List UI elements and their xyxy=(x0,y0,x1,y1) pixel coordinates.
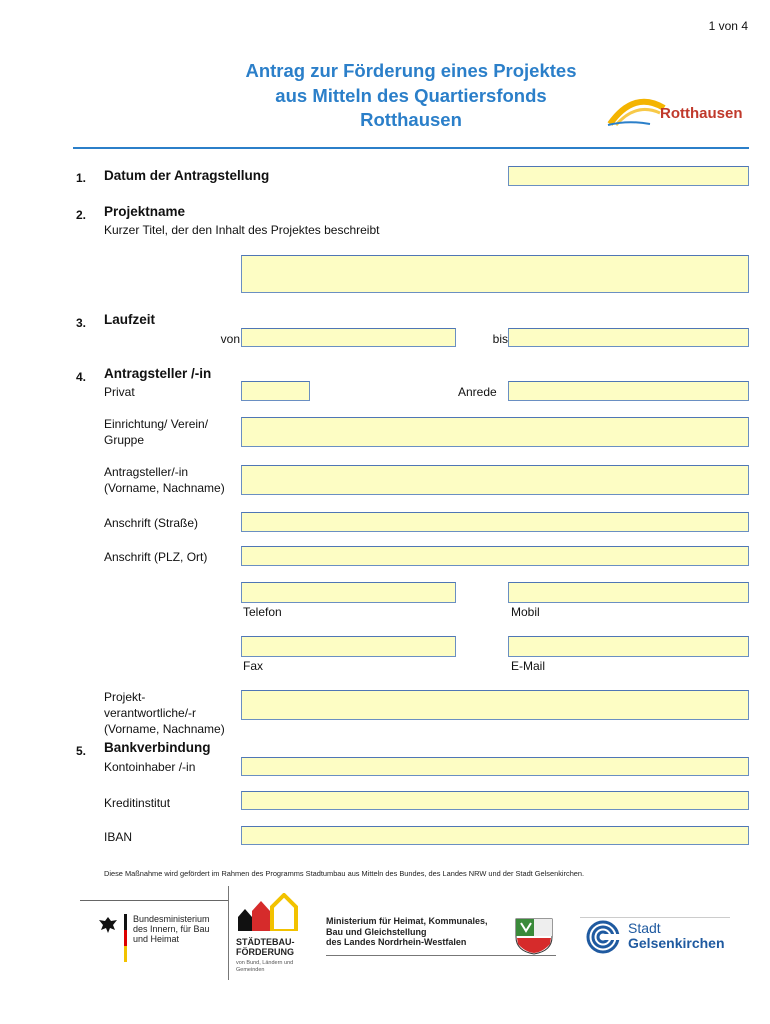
svg-text:Rotthausen: Rotthausen xyxy=(660,105,743,122)
logo-divider xyxy=(228,886,229,980)
section-heading-datum: Datum der Antragstellung xyxy=(104,168,270,183)
gelsenkirchen-rule xyxy=(580,917,730,918)
fax-label: Fax xyxy=(243,659,264,673)
section-number: 1. xyxy=(76,171,87,185)
projektname-subtitle: Kurzer Titel, der den Inhalt des Projektes beschreibt xyxy=(104,223,380,237)
flag-bar xyxy=(124,914,127,962)
section-number: 3. xyxy=(76,316,87,330)
anrede-label: Anrede xyxy=(458,385,497,399)
privat-label: Privat xyxy=(104,385,135,399)
section-number: 2. xyxy=(76,208,87,222)
einrichtung-label: Einrichtung/ Verein/ Gruppe xyxy=(104,417,209,447)
section-heading-laufzeit: Laufzeit xyxy=(104,312,156,327)
iban-label: IBAN xyxy=(104,830,133,844)
header-divider xyxy=(73,147,749,149)
section-heading-projektname: Projektname xyxy=(104,204,186,219)
page-number: 1 von 4 xyxy=(708,19,748,33)
kreditinstitut-label: Kreditinstitut xyxy=(104,796,171,810)
houses-icon xyxy=(236,893,302,936)
strasse-label: Anschrift (Straße) xyxy=(104,516,199,530)
plz-label: Anschrift (PLZ, Ort) xyxy=(104,550,208,564)
staedtebau-logo-text: STÄDTEBAU- FÖRDERUNG xyxy=(236,937,295,957)
staedtebau-logo-subtext: von Bund, Ländern und Gemeinden xyxy=(236,960,294,973)
antragsteller-field[interactable] xyxy=(241,465,749,495)
projektverantwortlich-label: Projekt- verantwortliche/-r (Vorname, Nachname) xyxy=(104,690,225,736)
anrede-field[interactable] xyxy=(508,381,749,401)
nrw-crest-icon xyxy=(513,917,555,960)
email-label: E-Mail xyxy=(511,659,546,673)
section-number: 5. xyxy=(76,744,87,758)
mobil-field[interactable] xyxy=(508,582,749,603)
iban-field[interactable] xyxy=(241,826,749,845)
kreditinstitut-field[interactable] xyxy=(241,791,749,810)
funding-note: Diese Maßnahme wird gefördert im Rahmen des Programms Stadtumbau aus Mitteln des Bundes, des Landes NRW und der Stadt Gelsenkirchen. xyxy=(104,869,585,878)
bis-label: bis xyxy=(492,332,508,346)
mhkbg-logo-text: Ministerium für Heimat, Kommunales, Bau und Gleichstellung des Landes Nordrhein-Westfalen xyxy=(326,916,488,947)
gelsenkirchen-emblem-icon xyxy=(584,920,622,959)
mobil-label: Mobil xyxy=(511,605,540,619)
bis-field[interactable] xyxy=(508,328,749,347)
telefon-label: Telefon xyxy=(243,605,282,619)
datum-field[interactable] xyxy=(508,166,749,186)
section-heading-antragsteller: Antragsteller /-in xyxy=(104,366,212,381)
eagle-icon xyxy=(98,916,118,939)
bmi-rule xyxy=(80,900,228,901)
page-title: Antrag zur Förderung eines Projektes aus Mitteln des Quartiersfonds Rotthausen xyxy=(245,60,577,130)
rotthausen-logo xyxy=(606,94,752,130)
bmi-logo-text: Bundesministerium des Innern, für Bau und Heimat xyxy=(133,914,210,944)
fax-field[interactable] xyxy=(241,636,456,657)
section-heading-bankverbindung: Bankverbindung xyxy=(104,740,211,755)
antragsteller-label: Antragsteller/-in (Vorname, Nachname) xyxy=(104,465,225,495)
email-field[interactable] xyxy=(508,636,749,657)
einrichtung-field[interactable] xyxy=(241,417,749,447)
telefon-field[interactable] xyxy=(241,582,456,603)
privat-field[interactable] xyxy=(241,381,310,401)
section-number: 4. xyxy=(76,370,87,384)
von-label: von xyxy=(220,332,240,346)
kontoinhaber-field[interactable] xyxy=(241,757,749,776)
kontoinhaber-label: Kontoinhaber /-in xyxy=(104,760,196,774)
projektverantwortlich-field[interactable] xyxy=(241,690,749,720)
strasse-field[interactable] xyxy=(241,512,749,532)
plz-field[interactable] xyxy=(241,546,749,566)
projektname-field[interactable] xyxy=(241,255,749,293)
gelsenkirchen-logo-text: Stadt Gelsenkirchen xyxy=(628,920,725,951)
von-field[interactable] xyxy=(241,328,456,347)
